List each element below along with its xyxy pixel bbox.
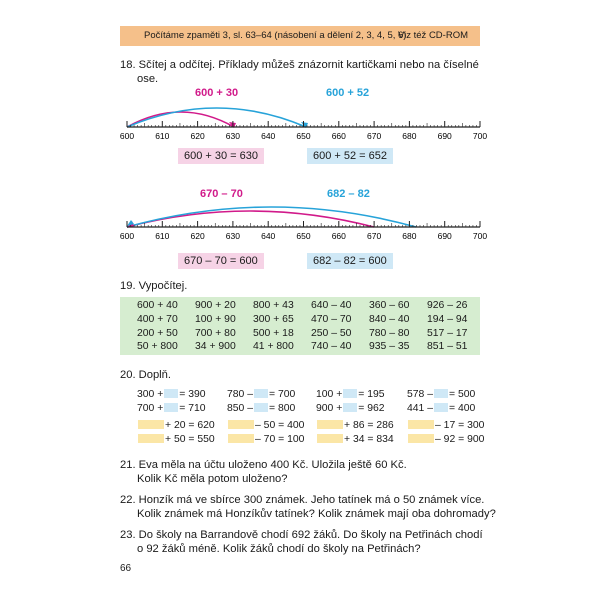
ex19-cell: 34 + 900	[195, 341, 236, 353]
ex20-right: = 700	[269, 389, 296, 400]
ex19-cell: 470 – 70	[311, 313, 352, 325]
ex20-item	[407, 388, 475, 402]
ticks-bottom	[127, 221, 480, 227]
ticks-top	[127, 121, 480, 127]
ex19-cell: 700 + 80	[195, 327, 236, 339]
tick-label: 690	[437, 231, 452, 241]
tick-label: 700	[472, 231, 488, 241]
tick-label: 660	[331, 131, 346, 141]
ex20-item	[316, 388, 385, 402]
ex19-cell: 600 + 40	[137, 300, 178, 311]
ex20-item	[316, 419, 394, 433]
tick-label: 610	[155, 131, 170, 141]
tick-label: 690	[437, 131, 452, 141]
ex19-cell: 360 – 60	[369, 300, 410, 311]
tick-label: 650	[296, 131, 311, 141]
ex20-item	[227, 433, 304, 447]
ex20-item	[137, 388, 206, 402]
ex20-right: = 195	[358, 389, 385, 400]
ex20-item	[407, 433, 484, 447]
result-600-plus-52: 600 + 52 = 652	[307, 148, 393, 164]
ex19-cell: 517 – 17	[427, 327, 468, 339]
arc-label-600-plus-52: 600 + 52	[326, 87, 370, 99]
ex20-expr: + 20 = 620	[165, 420, 215, 431]
ex20-blank[interactable]	[138, 420, 164, 429]
number-line-bottom	[110, 195, 495, 245]
ex21-line1: 21. Eva měla na účtu uloženo 400 Kč. Uložila ještě 60 Kč.	[120, 459, 407, 471]
ex20-expr: – 50 = 400	[255, 420, 305, 431]
ex20-left: 700 +	[137, 403, 164, 414]
ex20-item	[137, 419, 215, 433]
ex20-expr: – 17 = 300	[435, 420, 485, 431]
ex20-left: 300 +	[137, 389, 164, 400]
ex20-item	[227, 419, 304, 433]
ex20-blank[interactable]	[228, 434, 254, 443]
ex19-cell: 800 + 43	[253, 300, 294, 311]
header-banner	[120, 26, 480, 46]
ex22-line2: Kolik známek má Honzíkův tatínek? Kolik známek mají oba dohromady?	[137, 508, 496, 520]
ex20-left: 441 –	[407, 403, 434, 414]
ex19-cell: 840 – 40	[369, 313, 410, 325]
ex20-expr: – 92 = 900	[435, 434, 485, 445]
tick-label: 660	[331, 231, 346, 241]
ex20-blank[interactable]	[138, 434, 164, 443]
result-682-minus-82: 682 – 82 = 600	[307, 253, 393, 269]
ex20-expr: – 70 = 100	[255, 434, 305, 445]
tick-label: 700	[472, 131, 488, 141]
tick-label: 620	[190, 231, 205, 241]
ex19-cell: 500 + 18	[253, 327, 294, 339]
result-670-minus-70: 670 – 70 = 600	[178, 253, 264, 269]
ex19-cell: 740 – 40	[311, 341, 352, 353]
ex20-right: = 400	[449, 403, 476, 414]
ex20-title: 20. Doplň.	[120, 369, 171, 381]
header-right-text: Viz též CD-ROM	[397, 30, 468, 41]
tick-labels-top	[120, 131, 487, 141]
arc-label-670-minus-70: 670 – 70	[200, 188, 243, 200]
ex20-item	[407, 419, 484, 433]
ex19-cell: 400 + 70	[137, 313, 178, 325]
ex20-left: 578 –	[407, 389, 434, 400]
ex19-cell: 250 – 50	[311, 327, 352, 339]
ex20-blank[interactable]	[343, 403, 357, 412]
ex20-left: 100 +	[316, 389, 343, 400]
tick-label: 630	[225, 131, 240, 141]
ex20-expr: + 86 = 286	[344, 420, 394, 431]
ex23-line2: o 92 žáků méně. Kolik žáků chodí do školy na Petřinách?	[137, 543, 421, 555]
ex19-cell: 41 + 800	[253, 341, 294, 353]
arc-blue-top	[127, 108, 306, 127]
ex20-right: = 800	[269, 403, 296, 414]
ex20-right: = 500	[449, 389, 476, 400]
number-line-top	[110, 95, 495, 145]
ex20-blank[interactable]	[434, 389, 448, 398]
tick-labels-bottom	[120, 231, 487, 241]
ex20-blank[interactable]	[408, 434, 434, 443]
ex22-line1: 22. Honzík má ve sbírce 300 známek. Jeho tatínek má o 50 známek více.	[120, 494, 485, 506]
tick-label: 680	[402, 131, 417, 141]
tick-label: 640	[261, 131, 276, 141]
tick-label: 670	[367, 231, 382, 241]
ex20-blank[interactable]	[164, 389, 178, 398]
arc-label-682-minus-82: 682 – 82	[327, 188, 370, 200]
ex20-blank[interactable]	[254, 403, 268, 412]
ex19-cell: 926 – 26	[427, 300, 468, 311]
ex20-right: = 710	[179, 403, 206, 414]
ex21-line2: Kolik Kč měla potom uloženo?	[137, 473, 288, 485]
result-600-plus-30: 600 + 30 = 630	[178, 148, 264, 164]
ex19-cell: 100 + 90	[195, 313, 236, 325]
ex20-expr: + 34 = 834	[344, 434, 394, 445]
ex19-cell: 851 – 51	[427, 341, 468, 353]
ex19-cell: 50 + 800	[137, 341, 178, 353]
ex18-line2: ose.	[137, 73, 159, 85]
ex20-item	[227, 388, 295, 402]
arc-blue-bottom	[127, 207, 416, 227]
ex19-cell: 935 – 35	[369, 341, 410, 353]
ex23-line1: 23. Do školy na Barrandově chodí 692 žáků. Do školy na Petřinách chodí	[120, 529, 483, 541]
ex20-item	[137, 402, 206, 416]
ex20-left: 780 –	[227, 389, 254, 400]
ex19-title: 19. Vypočítej.	[120, 280, 188, 292]
ex19-cell: 900 + 20	[195, 300, 236, 311]
ex20-blank[interactable]	[317, 434, 343, 443]
ex19-cell: 200 + 50	[137, 327, 178, 339]
ex20-blank[interactable]	[164, 403, 178, 412]
tick-label: 650	[296, 231, 311, 241]
ex19-cell: 194 – 94	[427, 313, 468, 325]
ex20-left: 850 –	[227, 403, 254, 414]
ex20-blank[interactable]	[317, 420, 343, 429]
ex20-item	[316, 402, 385, 416]
ex19-cell: 780 – 80	[369, 327, 410, 339]
tick-label: 680	[402, 231, 417, 241]
tick-label: 630	[225, 231, 240, 241]
ex20-right: = 962	[358, 403, 385, 414]
tick-label: 600	[119, 231, 135, 241]
tick-label: 600	[119, 131, 135, 141]
ex20-right: = 390	[179, 389, 206, 400]
arc-pink-top	[127, 112, 234, 127]
ex20-item	[407, 402, 475, 416]
tick-label: 610	[155, 231, 170, 241]
ex19-cell: 300 + 65	[253, 313, 294, 325]
arc-label-600-plus-30: 600 + 30	[195, 87, 239, 99]
header-left-text: Počítáme zpaměti 3, sl. 63–64 (násobení a dělení 2, 3, 4, 5, 6)	[144, 30, 407, 41]
tick-label: 620	[190, 131, 205, 141]
ex20-expr: + 50 = 550	[165, 434, 215, 445]
ex19-cell: 640 – 40	[311, 300, 352, 311]
ex20-item	[137, 433, 215, 447]
ex20-blank[interactable]	[228, 420, 254, 429]
tick-label: 640	[261, 231, 276, 241]
ex20-blank[interactable]	[408, 420, 434, 429]
ex20-blank[interactable]	[343, 389, 357, 398]
ex20-blank[interactable]	[254, 389, 268, 398]
ex20-item	[227, 402, 295, 416]
page-number: 66	[120, 563, 132, 574]
tick-label: 670	[367, 131, 382, 141]
ex18-line1: 18. Sčítej a odčítej. Příklady můžeš znázornit kartičkami nebo na číselné	[120, 59, 479, 71]
ex20-item	[316, 433, 394, 447]
ex20-left: 900 +	[316, 403, 343, 414]
ex20-blank[interactable]	[434, 403, 448, 412]
